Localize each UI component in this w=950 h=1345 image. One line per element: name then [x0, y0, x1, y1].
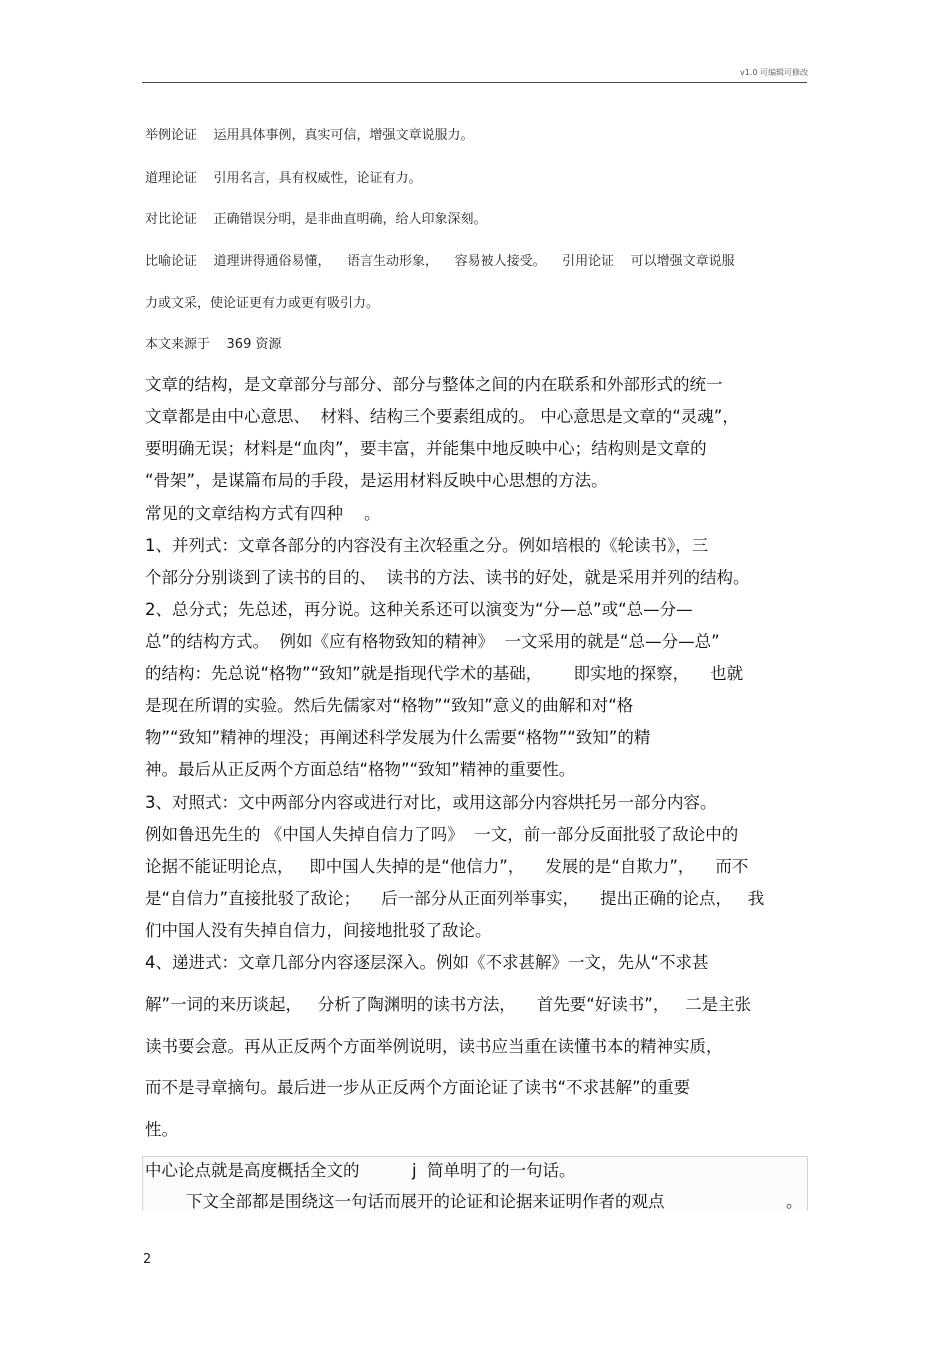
method-line: 比喻论证 道理讲得通俗易懂， 语言生动形象， 容易被人接受。 引用论证 可以增强文章说服 — [145, 254, 735, 269]
structure-line: “骨架”，是谋篇布局的手段，是运用材料反映中心思想的方法。 — [145, 471, 608, 490]
structure-line: 4、递进式：文章几部分内容逐层深入。例如《不求甚解》一文，先从“不求甚 — [145, 953, 709, 972]
thesis-line: 下文全部都是围绕这一句话而展开的论证和论据来证明作者的观点 — [186, 1192, 665, 1211]
header-version: v1.0 可编辑可修改 — [740, 68, 808, 77]
header-rule — [142, 82, 807, 83]
method-line: 力或文采，使论证更有力或更有吸引力。 — [145, 296, 380, 311]
progressive-line: 性。 — [145, 1120, 178, 1139]
method-line: 对比论证 正确错误分明，是非曲直明确，给人印象深刻。 — [145, 212, 487, 227]
thesis-line: 中心论点就是高度概括全文的 j 简单明了的一句话。 — [145, 1161, 576, 1180]
structure-line: 个部分分别谈到了读书的目的、 读书的方法、读书的好处，就是采用并列的结构。 — [145, 568, 750, 587]
progressive-line: 解”一词的来历谈起， 分析了陶渊明的读书方法， 首先要“好读书”， 二是主张 — [145, 995, 752, 1014]
structure-line: 3、对照式：文中两部分内容或进行对比，或用这部分内容烘托另一部分内容。 — [145, 793, 717, 812]
structure-line: 的结构：先总说“格物”“致知”就是指现代学术的基础， 即实地的探察， 也就 — [145, 664, 744, 683]
structure-line: 常见的文章结构方式有四种 。 — [145, 504, 381, 523]
structure-line: 们中国人没有失掉自信力，间接地批驳了敌论。 — [145, 921, 492, 940]
structure-line: 要明确无误；材料是“血肉”，要丰富，并能集中地反映中心；结构则是文章的 — [145, 439, 707, 458]
source-line: 本文来源于 369 资源 — [145, 337, 282, 352]
structure-line: 神。最后从正反两个方面总结“格物”“致知”精神的重要性。 — [145, 760, 576, 779]
structure-line: 文章的结构，是文章部分与部分、部分与整体之间的内在联系和外部形式的统一 — [145, 375, 723, 394]
progressive-line: 而不是寻章摘句。最后进一步从正反两个方面论证了读书“不求甚解”的重要 — [145, 1078, 691, 1097]
page-number: 2 — [143, 1252, 152, 1267]
structure-line: 文章都是由中心意思、 材料、结构三个要素组成的。 中心意思是文章的“灵魂”， — [145, 407, 739, 426]
method-line: 举例论证 运用具体事例，真实可信，增强文章说服力。 — [145, 128, 474, 143]
structure-line: 1、并列式：文章各部分的内容没有主次轻重之分。例如培根的《轮读书》，三 — [145, 536, 709, 555]
structure-line: 是“自信力”直接批驳了敌论； 后一部分从正面列举事实， 提出正确的论点， 我 — [145, 889, 765, 908]
method-line: 道理论证 引用名言，具有权威性，论证有力。 — [145, 171, 422, 186]
structure-line: 2、总分式；先总述，再分说。这种关系还可以演变为“分—总”或“总—分— — [145, 600, 693, 619]
structure-line: 例如鲁迅先生的 《中国人失掉自信力了吗》 一文，前一部分反面批驳了敌论中的 — [145, 825, 739, 844]
thesis-box — [142, 1156, 808, 1211]
structure-line: 总”的结构方式。 例如《应有格物致知的精神》 一文采用的就是“总—分—总” — [145, 632, 720, 651]
structure-line: 是现在所谓的实验。然后先儒家对“格物”“致知”意义的曲解和对“格 — [145, 696, 634, 715]
thesis-line-end: 。 — [786, 1192, 803, 1211]
progressive-line: 读书要会意。再从正反两个方面举例说明，读书应当重在读懂书本的精神实质， — [145, 1037, 723, 1056]
structure-line: 论据不能证明论点， 即中国人失掉的是“他信力”， 发展的是“自欺力”， 而不 — [145, 857, 749, 876]
structure-line: 物”“致知”精神的埋没；再阐述科学发展为什么需要“格物”“致知”的精 — [145, 728, 651, 747]
